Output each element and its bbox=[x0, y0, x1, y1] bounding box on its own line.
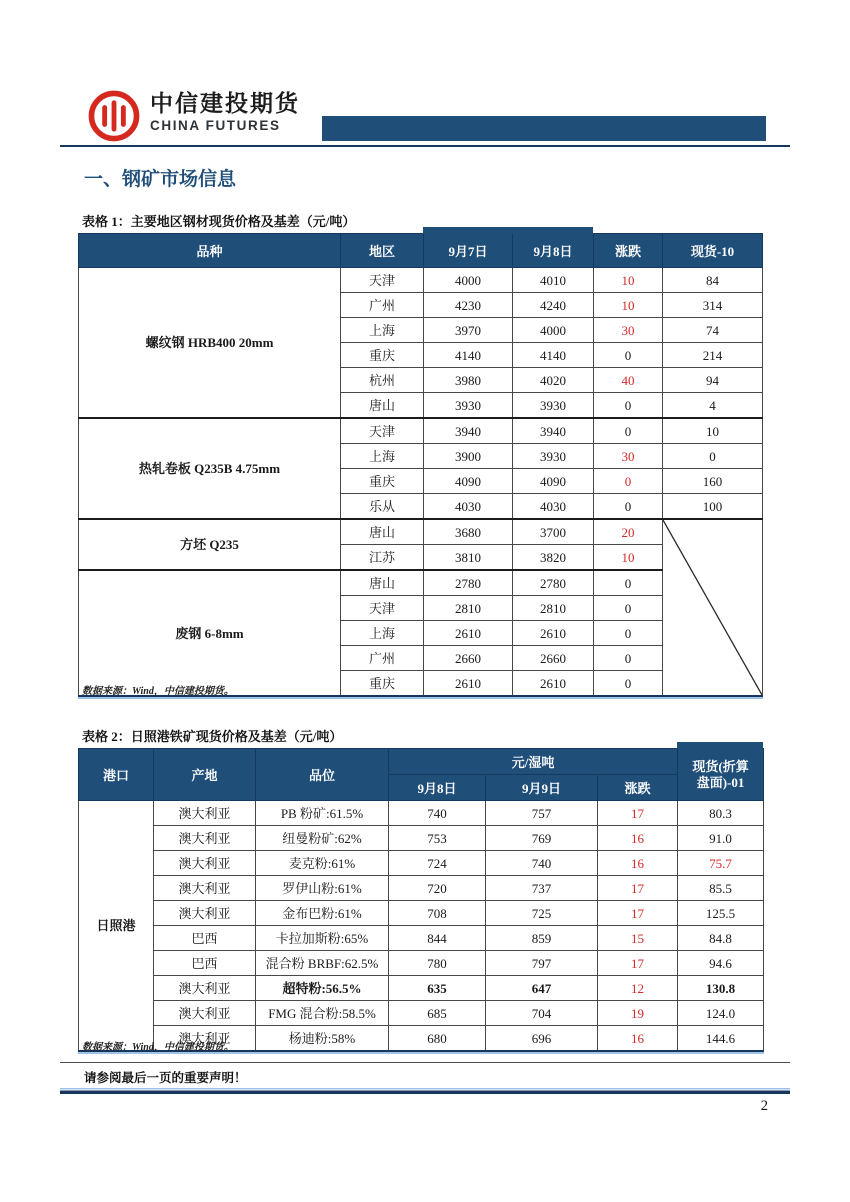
price-cell: 4140 bbox=[513, 343, 594, 368]
table-row bbox=[79, 901, 764, 926]
change-cell: 0 bbox=[594, 343, 663, 368]
price-cell: 4090 bbox=[424, 469, 513, 494]
grade-cell: 混合粉 BRBF:62.5% bbox=[256, 951, 389, 976]
price-cell: 4240 bbox=[513, 293, 594, 318]
change-cell: 0 bbox=[594, 671, 663, 697]
change-cell: 15 bbox=[598, 926, 678, 951]
grade-cell: 纽曼粉矿:62% bbox=[256, 826, 389, 851]
price-cell: 3700 bbox=[513, 519, 594, 545]
table-row bbox=[79, 876, 764, 901]
column-header-date2: 9月9日 bbox=[486, 775, 598, 801]
origin-cell: 澳大利亚 bbox=[154, 876, 256, 901]
steel-price-table-wrap bbox=[78, 233, 762, 697]
grade-cell: 金布巴粉:61% bbox=[256, 901, 389, 926]
origin-cell: 巴西 bbox=[154, 926, 256, 951]
price-cell: 704 bbox=[486, 1001, 598, 1026]
variety-cell: 螺纹钢 HRB400 20mm bbox=[79, 268, 341, 419]
basis-cell: 94 bbox=[663, 368, 763, 393]
table-row bbox=[79, 1001, 764, 1026]
change-cell: 12 bbox=[598, 976, 678, 1001]
grade-cell: FMG 混合粉:58.5% bbox=[256, 1001, 389, 1026]
logo-title: 中信建投期货 bbox=[150, 90, 300, 116]
table-row bbox=[79, 951, 764, 976]
variety-cell: 方坯 Q235 bbox=[79, 519, 341, 570]
column-header-origin: 产地 bbox=[154, 749, 256, 801]
column-header-date2: 9月8日 bbox=[513, 234, 594, 268]
grade-cell: 超特粉:56.5% bbox=[256, 976, 389, 1001]
price-cell: 3680 bbox=[424, 519, 513, 545]
change-cell: 0 bbox=[594, 596, 663, 621]
change-cell: 19 bbox=[598, 1001, 678, 1026]
table-row bbox=[79, 268, 763, 293]
price-cell: 635 bbox=[389, 976, 486, 1001]
change-cell: 10 bbox=[594, 293, 663, 318]
price-cell: 680 bbox=[389, 1026, 486, 1052]
header-accent-bar bbox=[322, 116, 766, 141]
origin-cell: 澳大利亚 bbox=[154, 1001, 256, 1026]
region-cell: 天津 bbox=[341, 418, 424, 444]
steel-price-table bbox=[78, 233, 763, 697]
origin-cell: 巴西 bbox=[154, 951, 256, 976]
basis-cell: 130.8 bbox=[678, 976, 764, 1001]
region-cell: 重庆 bbox=[341, 469, 424, 494]
table-row bbox=[79, 801, 764, 826]
price-cell: 4020 bbox=[513, 368, 594, 393]
basis-cell: 4 bbox=[663, 393, 763, 419]
change-cell: 0 bbox=[594, 570, 663, 596]
header-rule bbox=[60, 145, 790, 147]
origin-cell: 澳大利亚 bbox=[154, 976, 256, 1001]
price-cell: 720 bbox=[389, 876, 486, 901]
change-cell: 30 bbox=[594, 444, 663, 469]
change-cell: 10 bbox=[594, 268, 663, 293]
price-cell: 685 bbox=[389, 1001, 486, 1026]
page-number: 2 bbox=[760, 1098, 768, 1114]
table2-caption: 表格 2：日照港铁矿现货价格及基差（元/吨） bbox=[82, 729, 343, 744]
price-cell: 3940 bbox=[513, 418, 594, 444]
price-cell: 769 bbox=[486, 826, 598, 851]
disclaimer-text: 请参阅最后一页的重要声明！ bbox=[84, 1071, 247, 1085]
change-cell: 30 bbox=[594, 318, 663, 343]
origin-cell: 澳大利亚 bbox=[154, 1026, 256, 1052]
basis-cell: 10 bbox=[663, 418, 763, 444]
logo-text bbox=[150, 90, 300, 134]
change-cell: 16 bbox=[598, 851, 678, 876]
change-cell: 17 bbox=[598, 901, 678, 926]
column-header-unit-group: 元/湿吨 bbox=[389, 749, 678, 775]
price-cell: 4140 bbox=[424, 343, 513, 368]
variety-cell: 废钢 6-8mm bbox=[79, 570, 341, 696]
column-header-variety: 品种 bbox=[79, 234, 341, 268]
grade-cell: 麦克粉:61% bbox=[256, 851, 389, 876]
price-cell: 4000 bbox=[513, 318, 594, 343]
origin-cell: 澳大利亚 bbox=[154, 851, 256, 876]
price-cell: 3930 bbox=[513, 393, 594, 419]
region-cell: 上海 bbox=[341, 318, 424, 343]
price-cell: 2810 bbox=[513, 596, 594, 621]
change-cell: 0 bbox=[594, 469, 663, 494]
region-cell: 唐山 bbox=[341, 570, 424, 596]
region-cell: 重庆 bbox=[341, 671, 424, 697]
price-cell: 2810 bbox=[424, 596, 513, 621]
change-cell: 16 bbox=[598, 1026, 678, 1052]
footer-rule-top bbox=[60, 1062, 790, 1063]
basis-cell: 85.5 bbox=[678, 876, 764, 901]
origin-cell: 澳大利亚 bbox=[154, 826, 256, 851]
table-row bbox=[79, 926, 764, 951]
region-cell: 广州 bbox=[341, 293, 424, 318]
variety-cell: 热轧卷板 Q235B 4.75mm bbox=[79, 418, 341, 519]
report-header bbox=[88, 90, 300, 147]
table-row bbox=[79, 519, 763, 545]
change-cell: 17 bbox=[598, 951, 678, 976]
basis-cell: 214 bbox=[663, 343, 763, 368]
region-cell: 乐从 bbox=[341, 494, 424, 520]
region-cell: 杭州 bbox=[341, 368, 424, 393]
price-cell: 3930 bbox=[424, 393, 513, 419]
price-cell: 708 bbox=[389, 901, 486, 926]
column-header-change: 涨跌 bbox=[598, 775, 678, 801]
table-row bbox=[79, 851, 764, 876]
basis-cell: 160 bbox=[663, 469, 763, 494]
price-cell: 780 bbox=[389, 951, 486, 976]
price-cell: 3930 bbox=[513, 444, 594, 469]
iron-ore-table-wrap bbox=[78, 748, 763, 1052]
table-row bbox=[79, 976, 764, 1001]
region-cell: 天津 bbox=[341, 268, 424, 293]
citic-logo-icon bbox=[88, 90, 140, 147]
basis-cell: 75.7 bbox=[678, 851, 764, 876]
column-header-region: 地区 bbox=[341, 234, 424, 268]
header-riser bbox=[423, 227, 593, 234]
region-cell: 唐山 bbox=[341, 519, 424, 545]
price-cell: 4090 bbox=[513, 469, 594, 494]
iron-ore-table bbox=[78, 748, 764, 1052]
region-cell: 上海 bbox=[341, 621, 424, 646]
change-cell: 0 bbox=[594, 418, 663, 444]
table-header-row bbox=[79, 749, 764, 775]
basis-cell: 74 bbox=[663, 318, 763, 343]
change-cell: 0 bbox=[594, 646, 663, 671]
origin-cell: 澳大利亚 bbox=[154, 801, 256, 826]
change-cell: 17 bbox=[598, 801, 678, 826]
price-cell: 724 bbox=[389, 851, 486, 876]
price-cell: 696 bbox=[486, 1026, 598, 1052]
column-header-change: 涨跌 bbox=[594, 234, 663, 268]
change-cell: 0 bbox=[594, 393, 663, 419]
basis-cell: 84.8 bbox=[678, 926, 764, 951]
price-cell: 3820 bbox=[513, 545, 594, 571]
price-cell: 3900 bbox=[424, 444, 513, 469]
price-cell: 4030 bbox=[424, 494, 513, 520]
price-cell: 740 bbox=[486, 851, 598, 876]
table1-caption: 表格 1：主要地区钢材现货价格及基差（元/吨） bbox=[82, 214, 356, 229]
price-cell: 725 bbox=[486, 901, 598, 926]
price-cell: 740 bbox=[389, 801, 486, 826]
change-cell: 16 bbox=[598, 826, 678, 851]
price-cell: 3810 bbox=[424, 545, 513, 571]
change-cell: 0 bbox=[594, 494, 663, 520]
price-cell: 4000 bbox=[424, 268, 513, 293]
price-cell: 859 bbox=[486, 926, 598, 951]
region-cell: 天津 bbox=[341, 596, 424, 621]
table-row bbox=[79, 570, 763, 596]
table-row bbox=[79, 826, 764, 851]
change-cell: 17 bbox=[598, 876, 678, 901]
change-cell: 40 bbox=[594, 368, 663, 393]
crossed-out-cell bbox=[663, 519, 763, 696]
price-cell: 2660 bbox=[424, 646, 513, 671]
price-cell: 797 bbox=[486, 951, 598, 976]
region-cell: 重庆 bbox=[341, 343, 424, 368]
column-header-date1: 9月8日 bbox=[389, 775, 486, 801]
price-cell: 2610 bbox=[513, 671, 594, 697]
price-cell: 2610 bbox=[513, 621, 594, 646]
grade-cell: PB 粉矿:61.5% bbox=[256, 801, 389, 826]
price-cell: 2780 bbox=[513, 570, 594, 596]
price-cell: 757 bbox=[486, 801, 598, 826]
column-header-port: 港口 bbox=[79, 749, 154, 801]
data-source-note: 数据来源：Wind，中信建投期货。 bbox=[82, 686, 234, 697]
grade-cell: 杨迪粉:58% bbox=[256, 1026, 389, 1052]
logo-subtitle: CHINA FUTURES bbox=[150, 118, 281, 133]
region-cell: 上海 bbox=[341, 444, 424, 469]
basis-cell: 144.6 bbox=[678, 1026, 764, 1052]
price-cell: 753 bbox=[389, 826, 486, 851]
table-row bbox=[79, 418, 763, 444]
column-header-date1: 9月7日 bbox=[424, 234, 513, 268]
price-cell: 844 bbox=[389, 926, 486, 951]
price-cell: 2780 bbox=[424, 570, 513, 596]
price-cell: 4010 bbox=[513, 268, 594, 293]
price-cell: 3980 bbox=[424, 368, 513, 393]
basis-cell: 314 bbox=[663, 293, 763, 318]
column-header-basis: 现货-10 bbox=[663, 234, 763, 268]
basis-cell: 94.6 bbox=[678, 951, 764, 976]
change-cell: 10 bbox=[594, 545, 663, 571]
port-cell: 日照港 bbox=[79, 801, 154, 1052]
basis-cell: 84 bbox=[663, 268, 763, 293]
price-cell: 4230 bbox=[424, 293, 513, 318]
data-source-note: 数据来源：Wind，中信建投期货。 bbox=[82, 1042, 234, 1053]
region-cell: 唐山 bbox=[341, 393, 424, 419]
price-cell: 2610 bbox=[424, 621, 513, 646]
basis-cell: 80.3 bbox=[678, 801, 764, 826]
price-cell: 4030 bbox=[513, 494, 594, 520]
basis-cell: 91.0 bbox=[678, 826, 764, 851]
region-cell: 广州 bbox=[341, 646, 424, 671]
change-cell: 0 bbox=[594, 621, 663, 646]
diagonal-line-icon bbox=[663, 520, 762, 695]
header-riser bbox=[677, 742, 763, 749]
footer-rule-bottom bbox=[60, 1088, 790, 1094]
grade-cell: 卡拉加斯粉:65% bbox=[256, 926, 389, 951]
change-cell: 20 bbox=[594, 519, 663, 545]
price-cell: 2610 bbox=[424, 671, 513, 697]
table-header-row bbox=[79, 234, 763, 268]
grade-cell: 罗伊山粉:61% bbox=[256, 876, 389, 901]
basis-cell: 100 bbox=[663, 494, 763, 520]
section-title: 一、钢矿市场信息 bbox=[84, 169, 237, 190]
price-cell: 737 bbox=[486, 876, 598, 901]
price-cell: 2660 bbox=[513, 646, 594, 671]
column-header-basis: 现货(折算 盘面)-01 bbox=[678, 749, 764, 801]
price-cell: 3970 bbox=[424, 318, 513, 343]
basis-cell: 0 bbox=[663, 444, 763, 469]
origin-cell: 澳大利亚 bbox=[154, 901, 256, 926]
basis-cell: 125.5 bbox=[678, 901, 764, 926]
region-cell: 江苏 bbox=[341, 545, 424, 571]
basis-cell: 124.0 bbox=[678, 1001, 764, 1026]
column-header-grade: 品位 bbox=[256, 749, 389, 801]
price-cell: 647 bbox=[486, 976, 598, 1001]
price-cell: 3940 bbox=[424, 418, 513, 444]
